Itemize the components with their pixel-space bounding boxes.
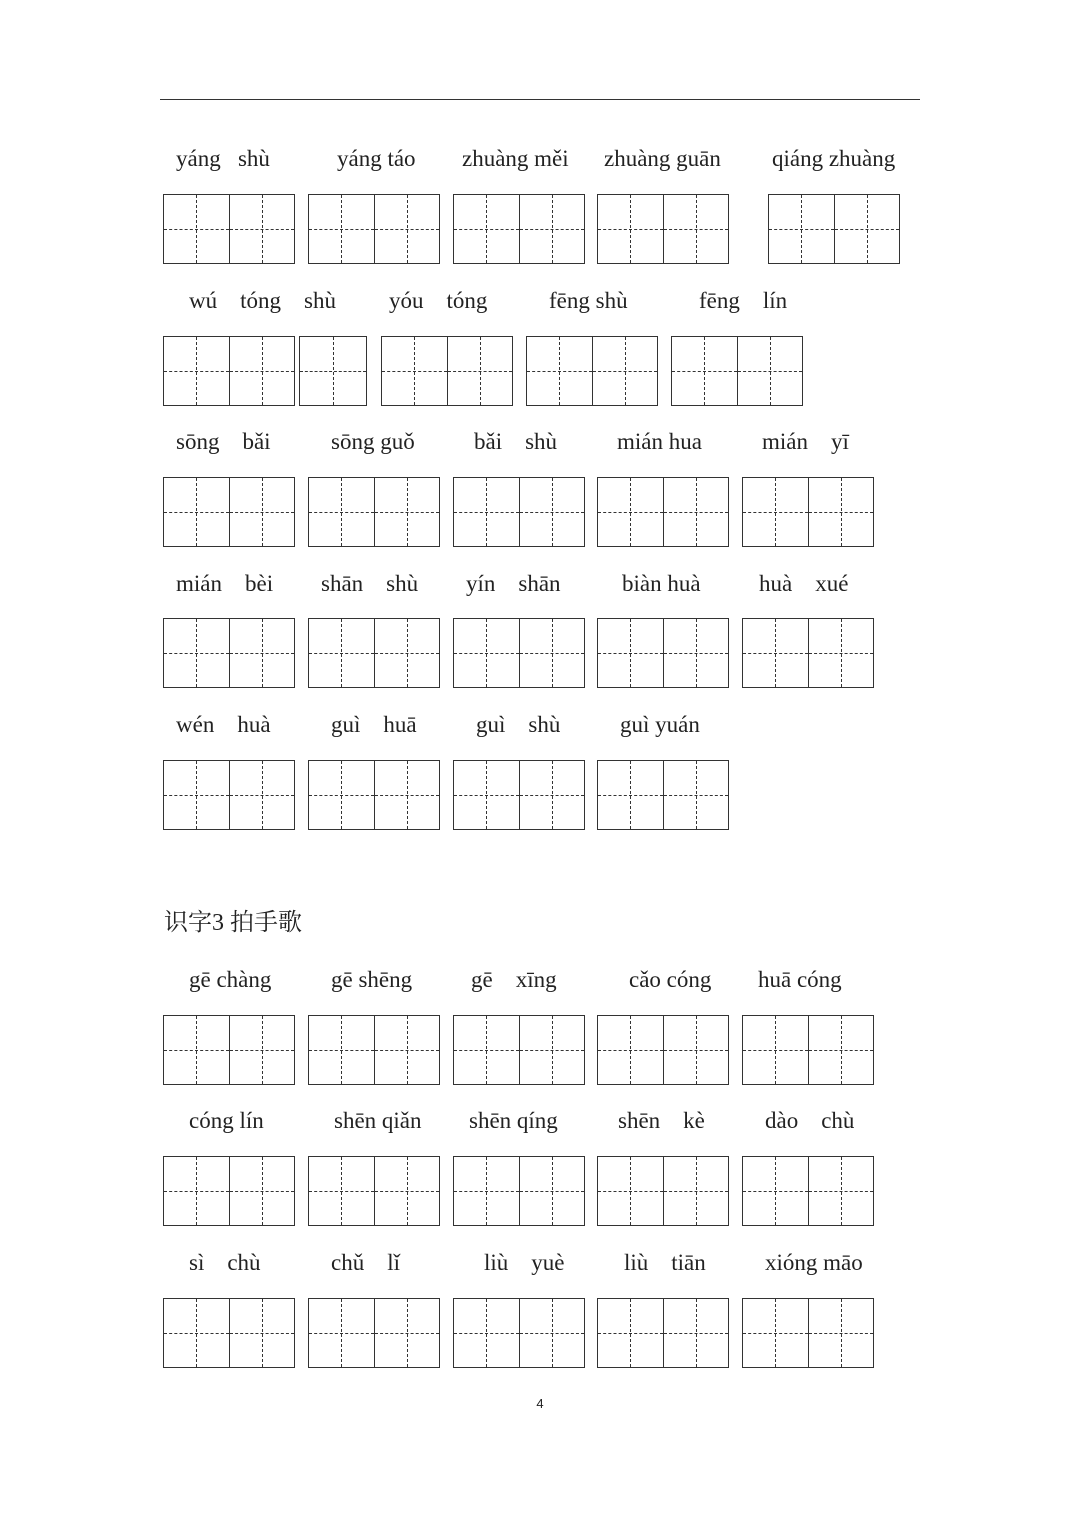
- writing-grid[interactable]: [453, 1015, 585, 1085]
- grid-cell[interactable]: [230, 619, 295, 687]
- writing-grid[interactable]: [163, 1298, 295, 1368]
- grid-cell[interactable]: [230, 1157, 295, 1225]
- header-rule: [160, 99, 920, 100]
- grid-cell[interactable]: [598, 478, 664, 546]
- grid-cell[interactable]: [520, 761, 585, 829]
- grid-cell[interactable]: [309, 1299, 375, 1367]
- pinyin-label: shēn qíng: [469, 1108, 558, 1133]
- writing-grid[interactable]: [671, 336, 803, 406]
- pinyin-label: dào chù: [765, 1108, 855, 1133]
- grid-cell[interactable]: [454, 1016, 520, 1084]
- grid-cell[interactable]: [520, 1016, 585, 1084]
- grid-cell[interactable]: [230, 1299, 295, 1367]
- grid-cell[interactable]: [164, 619, 230, 687]
- pinyin-label: sōng bǎi: [176, 429, 271, 454]
- writing-grid[interactable]: [526, 336, 658, 406]
- pinyin-label: zhuàng guān: [604, 146, 721, 171]
- pinyin-label: huà xué: [759, 571, 849, 596]
- grid-cell[interactable]: [520, 1299, 585, 1367]
- grid-cell[interactable]: [598, 1299, 664, 1367]
- pinyin-label: chǔ lǐ: [331, 1250, 400, 1275]
- grid-cell[interactable]: [382, 337, 448, 405]
- pinyin-label: yáng shù: [176, 146, 270, 171]
- pinyin-label: shān shù: [321, 571, 419, 596]
- writing-grid[interactable]: [768, 194, 900, 264]
- pinyin-label: gē xīng: [471, 967, 557, 992]
- grid-cell[interactable]: [672, 337, 738, 405]
- writing-grid[interactable]: [163, 760, 295, 830]
- pinyin-label: mián yī: [762, 429, 849, 454]
- pinyin-label: guì yuán: [620, 712, 700, 737]
- grid-cell[interactable]: [598, 619, 664, 687]
- grid-cell[interactable]: [230, 195, 295, 263]
- writing-grid[interactable]: [453, 477, 585, 547]
- grid-cell[interactable]: [664, 619, 729, 687]
- pinyin-label: sōng guǒ: [331, 429, 415, 454]
- writing-grid[interactable]: [299, 336, 367, 406]
- grid-cell[interactable]: [809, 619, 874, 687]
- grid-cell[interactable]: [309, 195, 375, 263]
- pinyin-label: cǎo cóng: [629, 967, 712, 992]
- grid-cell[interactable]: [743, 478, 809, 546]
- pinyin-label: mián bèi: [176, 571, 274, 596]
- grid-cell[interactable]: [664, 478, 729, 546]
- grid-cell[interactable]: [454, 195, 520, 263]
- writing-grid[interactable]: [308, 618, 440, 688]
- grid-cell[interactable]: [375, 1016, 440, 1084]
- grid-cell[interactable]: [593, 337, 658, 405]
- grid-cell[interactable]: [809, 1299, 874, 1367]
- grid-cell[interactable]: [309, 1157, 375, 1225]
- grid-cell[interactable]: [454, 619, 520, 687]
- writing-grid[interactable]: [597, 477, 729, 547]
- grid-cell[interactable]: [664, 1016, 729, 1084]
- grid-cell[interactable]: [598, 1157, 664, 1225]
- grid-cell[interactable]: [375, 478, 440, 546]
- writing-grid[interactable]: [597, 1015, 729, 1085]
- pinyin-label: yáng táo: [337, 146, 416, 171]
- writing-grid[interactable]: [308, 477, 440, 547]
- writing-grid[interactable]: [308, 194, 440, 264]
- writing-grid[interactable]: [742, 618, 874, 688]
- grid-cell[interactable]: [520, 195, 585, 263]
- writing-grid[interactable]: [453, 194, 585, 264]
- grid-cell[interactable]: [454, 1157, 520, 1225]
- writing-grid[interactable]: [742, 477, 874, 547]
- pinyin-label: zhuàng měi: [462, 146, 569, 171]
- writing-grid[interactable]: [742, 1298, 874, 1368]
- grid-cell[interactable]: [309, 619, 375, 687]
- writing-grid[interactable]: [381, 336, 513, 406]
- grid-cell[interactable]: [230, 1016, 295, 1084]
- grid-cell[interactable]: [375, 1299, 440, 1367]
- writing-grid[interactable]: [453, 1298, 585, 1368]
- pinyin-label: fēng lín: [699, 288, 788, 313]
- writing-grid[interactable]: [742, 1015, 874, 1085]
- grid-cell[interactable]: [375, 761, 440, 829]
- grid-cell[interactable]: [809, 1157, 874, 1225]
- writing-grid[interactable]: [308, 760, 440, 830]
- grid-cell[interactable]: [164, 195, 230, 263]
- writing-grid[interactable]: [163, 336, 295, 406]
- pinyin-label: fēng shù: [549, 288, 628, 313]
- grid-cell[interactable]: [230, 761, 295, 829]
- writing-grid[interactable]: [597, 1156, 729, 1226]
- writing-grid[interactable]: [163, 194, 295, 264]
- grid-cell[interactable]: [743, 1157, 809, 1225]
- grid-cell[interactable]: [520, 619, 585, 687]
- writing-grid[interactable]: [453, 1156, 585, 1226]
- pinyin-label: cóng lín: [189, 1108, 264, 1133]
- writing-grid[interactable]: [453, 760, 585, 830]
- grid-cell[interactable]: [743, 1299, 809, 1367]
- pinyin-label: shēn kè: [618, 1108, 705, 1133]
- pinyin-label: wén huà: [176, 712, 271, 737]
- grid-cell[interactable]: [309, 761, 375, 829]
- writing-grid[interactable]: [597, 1298, 729, 1368]
- grid-cell[interactable]: [598, 761, 664, 829]
- pinyin-label: xióng māo: [765, 1250, 863, 1275]
- grid-cell[interactable]: [664, 761, 729, 829]
- pinyin-label: gē shēng: [331, 967, 413, 992]
- grid-cell[interactable]: [743, 619, 809, 687]
- pinyin-label: mián hua: [617, 429, 702, 454]
- grid-cell[interactable]: [375, 195, 440, 263]
- writing-grid[interactable]: [453, 618, 585, 688]
- grid-cell[interactable]: [164, 1157, 230, 1225]
- pinyin-label: yóu tóng: [389, 288, 488, 313]
- grid-cell[interactable]: [664, 1299, 729, 1367]
- writing-grid[interactable]: [597, 618, 729, 688]
- grid-cell[interactable]: [309, 478, 375, 546]
- grid-cell[interactable]: [164, 1299, 230, 1367]
- grid-cell[interactable]: [454, 1299, 520, 1367]
- grid-cell[interactable]: [527, 337, 593, 405]
- grid-cell[interactable]: [375, 619, 440, 687]
- grid-cell[interactable]: [164, 478, 230, 546]
- pinyin-label: liù yuè: [484, 1250, 565, 1275]
- grid-cell[interactable]: [835, 195, 900, 263]
- grid-cell[interactable]: [309, 1016, 375, 1084]
- page-number: 4: [536, 1396, 544, 1411]
- pinyin-label: wú tóng shù: [189, 288, 336, 313]
- grid-cell[interactable]: [164, 761, 230, 829]
- grid-cell[interactable]: [809, 478, 874, 546]
- grid-cell[interactable]: [454, 761, 520, 829]
- pinyin-label: bǎi shù: [474, 429, 558, 454]
- grid-cell[interactable]: [230, 337, 295, 405]
- grid-cell[interactable]: [520, 1157, 585, 1225]
- grid-cell[interactable]: [738, 337, 803, 405]
- grid-cell[interactable]: [743, 1016, 809, 1084]
- grid-cell[interactable]: [598, 195, 664, 263]
- grid-cell[interactable]: [230, 478, 295, 546]
- section-title: 识字3 拍手歌: [164, 910, 302, 936]
- grid-cell[interactable]: [664, 195, 729, 263]
- writing-grid[interactable]: [163, 618, 295, 688]
- grid-cell[interactable]: [448, 337, 513, 405]
- writing-grid[interactable]: [597, 760, 729, 830]
- writing-grid[interactable]: [308, 1015, 440, 1085]
- pinyin-label: huā cóng: [758, 967, 842, 992]
- pinyin-label: yín shān: [466, 571, 561, 596]
- pinyin-label: liù tiān: [624, 1250, 706, 1275]
- grid-cell[interactable]: [769, 195, 835, 263]
- writing-grid[interactable]: [163, 1015, 295, 1085]
- writing-grid[interactable]: [597, 194, 729, 264]
- grid-cell[interactable]: [375, 1157, 440, 1225]
- writing-grid[interactable]: [308, 1298, 440, 1368]
- pinyin-label: qiáng zhuàng: [772, 146, 896, 171]
- pinyin-label: shēn qiǎn: [334, 1108, 422, 1133]
- writing-grid[interactable]: [308, 1156, 440, 1226]
- grid-cell[interactable]: [809, 1016, 874, 1084]
- pinyin-label: gē chàng: [189, 967, 272, 992]
- grid-cell[interactable]: [520, 478, 585, 546]
- pinyin-label: guì shù: [476, 712, 561, 737]
- pinyin-label: guì huā: [331, 712, 417, 737]
- writing-grid[interactable]: [742, 1156, 874, 1226]
- grid-cell[interactable]: [598, 1016, 664, 1084]
- writing-grid[interactable]: [163, 1156, 295, 1226]
- writing-grid[interactable]: [163, 477, 295, 547]
- grid-cell[interactable]: [300, 337, 366, 405]
- pinyin-label: sì chù: [189, 1250, 261, 1275]
- pinyin-label: biàn huà: [622, 571, 701, 596]
- grid-cell[interactable]: [664, 1157, 729, 1225]
- grid-cell[interactable]: [164, 1016, 230, 1084]
- grid-cell[interactable]: [454, 478, 520, 546]
- grid-cell[interactable]: [164, 337, 230, 405]
